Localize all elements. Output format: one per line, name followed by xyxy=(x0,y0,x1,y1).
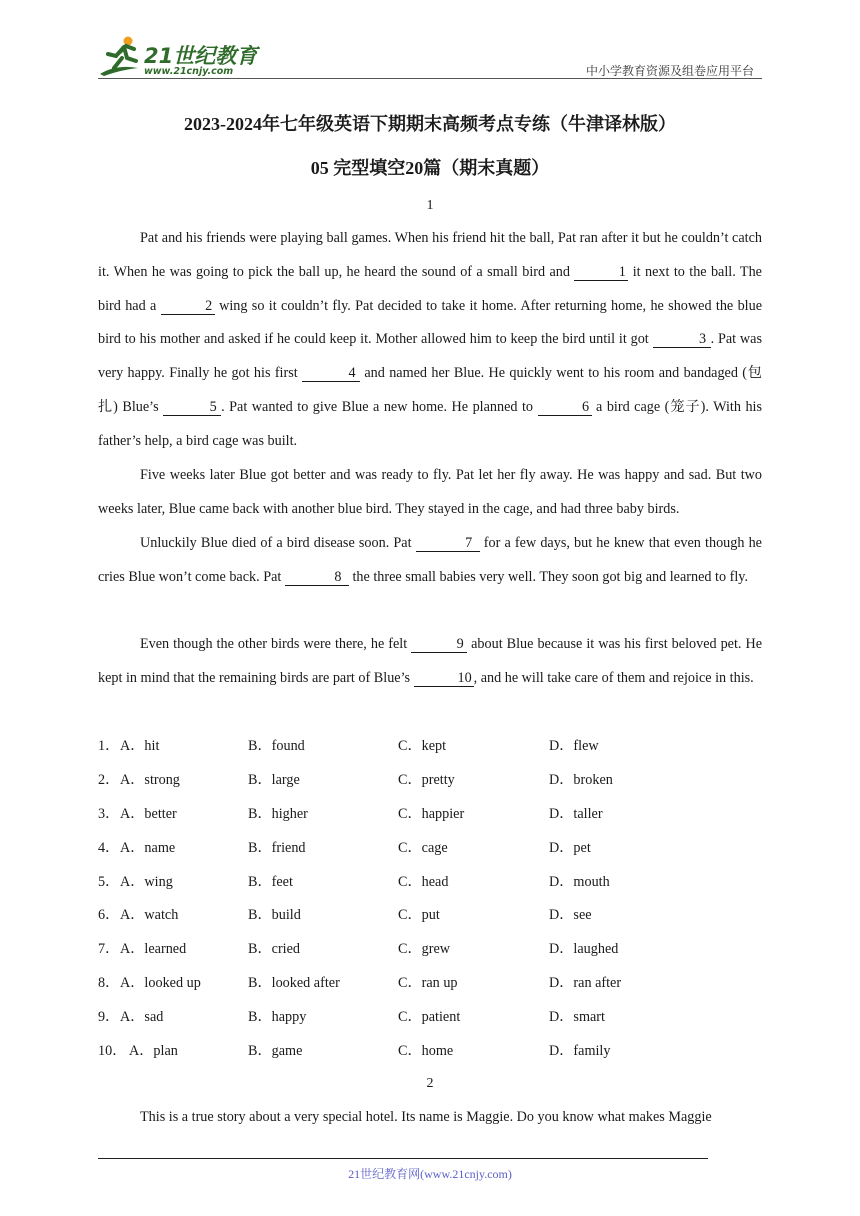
option-text: A．better xyxy=(120,806,177,822)
option-row xyxy=(98,797,762,831)
blank-1: 1 xyxy=(574,265,628,281)
option-row xyxy=(98,1034,762,1068)
footer-text: 21世纪教育网(www.21cnjy.com) xyxy=(348,1167,512,1181)
option-text: B．game xyxy=(248,1043,303,1059)
option-row xyxy=(98,831,762,865)
option-text: A．learned xyxy=(120,941,187,957)
option-row xyxy=(98,1000,762,1034)
option-text: D．taller xyxy=(549,806,603,822)
blank-2: 2 xyxy=(161,299,215,315)
option-text: A．watch xyxy=(120,907,179,923)
passage-paragraph: Unluckily Blue died of a bird disease soon. Pat 7 for a few days, but he knew that even though he cries Blue won’t come back. Pat 8 the three small babies very well. They soon got big and learned to fly. xyxy=(98,535,762,585)
passage-paragraph: Pat and his friends were playing ball games. When his friend hit the ball, Pat ran after it but he couldn’t catch it. When he was going to pick the ball up, he heard the sound of a small bird and 1 it next to the ball. The bird had a 2 wing so it couldn’t fly. Pat decided to take it home. After returning home, he showed the blue bird to his mother and asked if he could keep it. Mother allowed him to keep the bird until it got 3 . Pat was very happy. Finally he got his first 4 and named her Blue. He quickly went to his room and bandaged (包扎) Blue’s 5 . Pat wanted to give Blue a new home. He planned to 6 a bird cage (笼子). With his father’s help, a bird cage was built. xyxy=(98,230,763,449)
option-text: B．build xyxy=(248,907,301,923)
option-row xyxy=(98,898,762,932)
option-text: D．laughed xyxy=(549,941,619,957)
page-header xyxy=(98,28,762,80)
passage-paragraph: Five weeks later Blue got better and was ready to fly. Pat let her fly away. He was happy and sad. But two weeks later, Blue came back with another blue bird. They stayed in the cage, and had three baby birds. xyxy=(98,467,762,517)
option-text: 5． xyxy=(98,874,120,890)
footer-divider xyxy=(98,1158,708,1159)
blank-10: 10 xyxy=(414,671,474,687)
logo-url: www.21cnjy.com xyxy=(144,66,234,77)
option-row xyxy=(98,865,762,899)
option-text: C．ran up xyxy=(398,975,458,991)
option-text: C．patient xyxy=(398,1009,461,1025)
passage-number: 1 xyxy=(426,198,434,213)
option-text: A．strong xyxy=(120,772,180,788)
option-text: A．name xyxy=(120,840,176,856)
option-text: D．smart xyxy=(549,1009,605,1025)
option-text: A．plan xyxy=(129,1043,178,1059)
option-text: C．pretty xyxy=(398,772,455,788)
option-text: D．mouth xyxy=(549,874,610,890)
option-text: A．hit xyxy=(120,738,160,754)
passage-paragraph: This is a true story about a very special hotel. Its name is Maggie. Do you know what makes Maggie xyxy=(140,1109,712,1125)
option-text: B．feet xyxy=(248,874,293,890)
option-text: D．pet xyxy=(549,840,591,856)
runner-logo-icon xyxy=(98,34,144,78)
option-text: B．looked after xyxy=(248,975,340,991)
option-text: C．put xyxy=(398,907,440,923)
option-text: C．home xyxy=(398,1043,454,1059)
option-text: A．looked up xyxy=(120,975,201,991)
blank-9: 9 xyxy=(411,637,467,653)
option-row xyxy=(98,763,762,797)
passage-number: 2 xyxy=(426,1076,434,1091)
option-text: D．flew xyxy=(549,738,599,754)
blank-3: 3 xyxy=(653,332,711,348)
platform-name: 中小学教育资源及组卷应用平台 xyxy=(585,64,754,78)
option-text: D．see xyxy=(549,907,592,923)
option-text: C．kept xyxy=(398,738,447,754)
passage-paragraph: Even though the other birds were there, he felt 9 about Blue because it was his first beloved pet. He kept in mind that the remaining birds are part of Blue’s 10 , and he will take care of them and rejoice in this. xyxy=(98,636,762,686)
option-text: 8． xyxy=(98,975,120,991)
header-divider xyxy=(98,78,762,79)
option-text: 9． xyxy=(98,1009,120,1025)
option-text: B．large xyxy=(248,772,300,788)
option-text: 2． xyxy=(98,772,120,788)
option-text: B．cried xyxy=(248,941,301,957)
option-text: B．friend xyxy=(248,840,306,856)
option-row xyxy=(98,966,762,1000)
blank-5: 5 xyxy=(163,400,221,416)
option-text: D．family xyxy=(549,1043,611,1059)
option-text: D．ran after xyxy=(549,975,622,991)
option-text: 1． xyxy=(98,738,120,754)
blank-8: 8 xyxy=(285,570,349,586)
option-text: B．found xyxy=(248,738,305,754)
option-text: 3． xyxy=(98,806,120,822)
option-text: C．cage xyxy=(398,840,448,856)
blank-6: 6 xyxy=(538,400,592,416)
option-text: 10． xyxy=(98,1043,127,1059)
option-row xyxy=(98,729,762,763)
logo-text: 21世纪教育 xyxy=(144,44,258,68)
page-title: 2023-2024年七年级英语下期期末高频考点专练（牛津译林版） xyxy=(184,114,676,134)
option-text: D．broken xyxy=(549,772,613,788)
option-text: A．wing xyxy=(120,874,173,890)
blank-7: 7 xyxy=(416,536,480,552)
option-row xyxy=(98,932,762,966)
option-text: 6． xyxy=(98,907,120,923)
option-text: 7． xyxy=(98,941,120,957)
option-text: A．sad xyxy=(120,1009,164,1025)
page-subtitle: 05 完型填空20篇（期末真题） xyxy=(310,158,550,178)
blank-4: 4 xyxy=(302,366,360,382)
site-logo xyxy=(98,34,278,78)
option-text: C．happier xyxy=(398,806,465,822)
option-text: C．grew xyxy=(398,941,451,957)
option-text: C．head xyxy=(398,874,449,890)
option-text: 4． xyxy=(98,840,120,856)
option-text: B．happy xyxy=(248,1009,307,1025)
option-text: B．higher xyxy=(248,806,308,822)
